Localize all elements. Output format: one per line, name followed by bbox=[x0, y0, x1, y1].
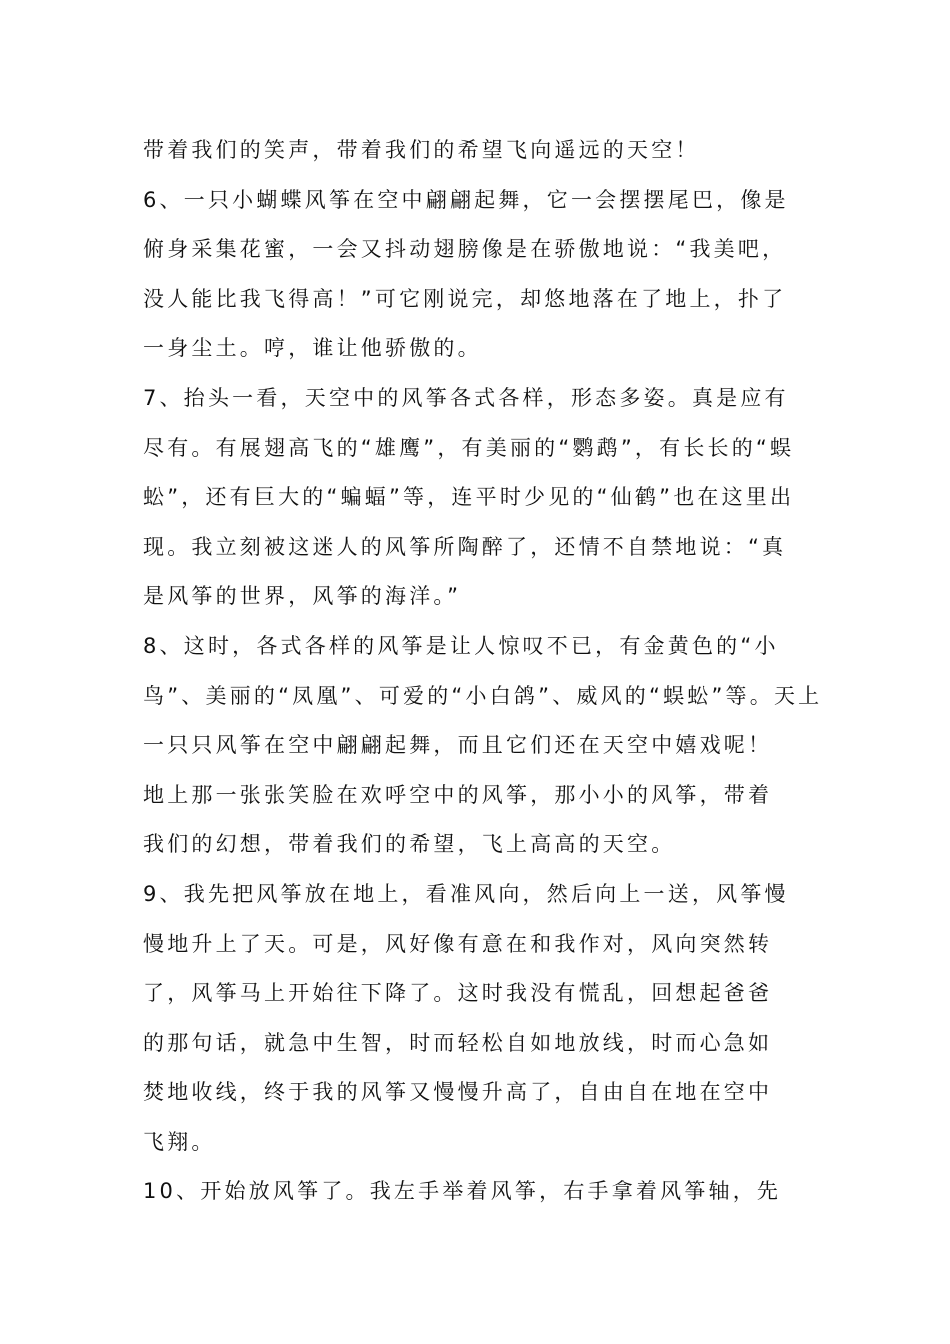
text-line: 7、抬头一看，天空中的风筝各式各样，形态多姿。真是应有 bbox=[143, 385, 789, 410]
text-line: 我们的幻想，带着我们的希望，飞上高高的天空。 bbox=[143, 832, 676, 857]
essay-text bbox=[143, 126, 823, 1217]
text-line: 俯身采集花蜜，一会又抖动翅膀像是在骄傲地说：“我美吧， bbox=[143, 237, 787, 262]
text-line: 是风筝的世界，风筝的海洋。” bbox=[143, 584, 462, 609]
text-line: 地上那一张张笑脸在欢呼空中的风筝，那小小的风筝，带着 bbox=[143, 782, 773, 807]
text-line: 一身尘土。哼，谁让他骄傲的。 bbox=[143, 336, 482, 361]
text-line: 10、开始放风筝了。我左手举着风筝，右手拿着风筝轴，先 bbox=[143, 1179, 782, 1204]
text-line: 没人能比我飞得高！”可它刚说完，却悠地落在了地上，扑了 bbox=[143, 286, 787, 311]
text-line: 尽有。有展翅高飞的“雄鹰”，有美丽的“鹦鹉”，有长长的“蜈 bbox=[143, 435, 795, 460]
text-line: 飞翔。 bbox=[143, 1129, 216, 1154]
text-line: 现。我立刻被这迷人的风筝所陶醉了，还情不自禁地说：“真 bbox=[143, 534, 787, 559]
text-line: 蚣”，还有巨大的“蝙蝠”等，连平时少见的“仙鹤”也在这里出 bbox=[143, 485, 795, 510]
text-line: 9、我先把风筝放在地上，看准风向，然后向上一送，风筝慢 bbox=[143, 881, 789, 906]
text-line: 焚地收线，终于我的风筝又慢慢升高了，自由自在地在空中 bbox=[143, 1080, 773, 1105]
text-line: 的那句话，就急中生智，时而轻松自如地放线，时而心急如 bbox=[143, 1030, 773, 1055]
text-line: 一只只风筝在空中翩翩起舞，而且它们还在天空中嬉戏呢！ bbox=[143, 733, 773, 758]
text-line: 慢地升上了天。可是，风好像有意在和我作对，风向突然转 bbox=[143, 931, 773, 956]
text-line: 带着我们的笑声，带着我们的希望飞向遥远的天空！ bbox=[143, 138, 700, 162]
text-line: 6、一只小蝴蝶风筝在空中翩翩起舞，它一会摆摆尾巴，像是 bbox=[143, 187, 789, 212]
text-line: 鸟”、美丽的“凤凰”、可爱的“小白鸽”、威风的“蜈蚣”等。天上 bbox=[143, 683, 823, 708]
text-line: 了，风筝马上开始往下降了。这时我没有慌乱，回想起爸爸 bbox=[143, 981, 773, 1006]
text-line: 8、这时，各式各样的风筝是让人惊叹不已，有金黄色的“小 bbox=[143, 633, 779, 658]
